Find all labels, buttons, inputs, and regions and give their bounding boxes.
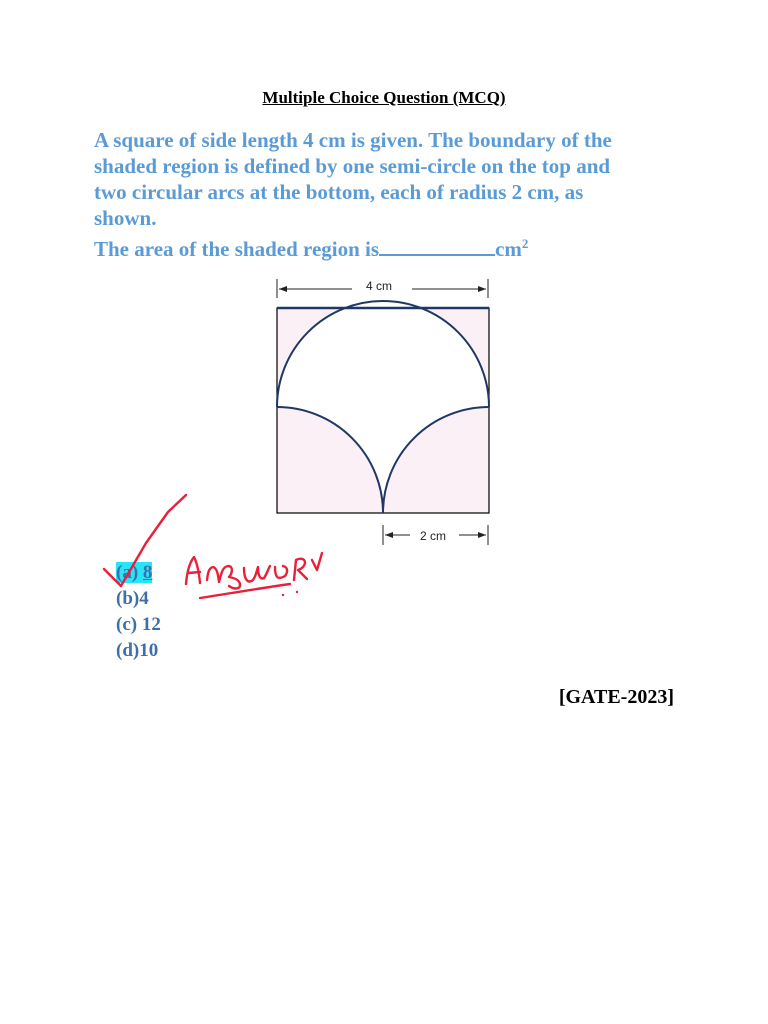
unit-power: 2	[521, 236, 529, 251]
option-label: (a)	[116, 562, 139, 583]
option-label: (b)	[116, 588, 140, 609]
bottom-dimension	[383, 525, 488, 545]
option-a[interactable]	[116, 560, 161, 586]
page-title: Multiple Choice Question (MCQ)	[262, 88, 506, 107]
source-label: [GATE-2023]	[558, 686, 674, 708]
bottom-dimension-label: 2 cm	[419, 529, 447, 543]
answer-options	[116, 560, 161, 664]
option-d[interactable]	[116, 638, 161, 664]
option-value: 8	[142, 562, 153, 583]
question-prompt: The area of the shaded region is	[94, 237, 380, 261]
arrowhead-left	[279, 286, 287, 292]
option-value: 4	[139, 588, 149, 609]
option-value: 10	[139, 640, 159, 661]
square-figure	[277, 301, 489, 513]
question-line: shaded region is defined by one semi-circle on the top and	[94, 154, 611, 178]
question-line: A square of side length 4 cm is given. The boundary of the	[94, 128, 612, 152]
option-highlight	[116, 562, 152, 583]
arrowhead-left	[385, 532, 393, 538]
option-label: (c)	[116, 614, 138, 635]
option-c[interactable]	[116, 612, 161, 638]
question-line: two circular arcs at the bottom, each of radius 2 cm, as	[94, 180, 584, 204]
option-b[interactable]	[116, 586, 161, 612]
option-label: (d)	[116, 640, 140, 661]
option-value: 12	[141, 614, 161, 635]
unit-label: cm	[495, 237, 522, 261]
top-dimension-label: 4 cm	[365, 279, 393, 293]
arrowhead-right	[478, 532, 486, 538]
question-line: shown.	[94, 206, 157, 230]
top-dimension	[277, 279, 488, 298]
arrowhead-right	[478, 286, 486, 292]
